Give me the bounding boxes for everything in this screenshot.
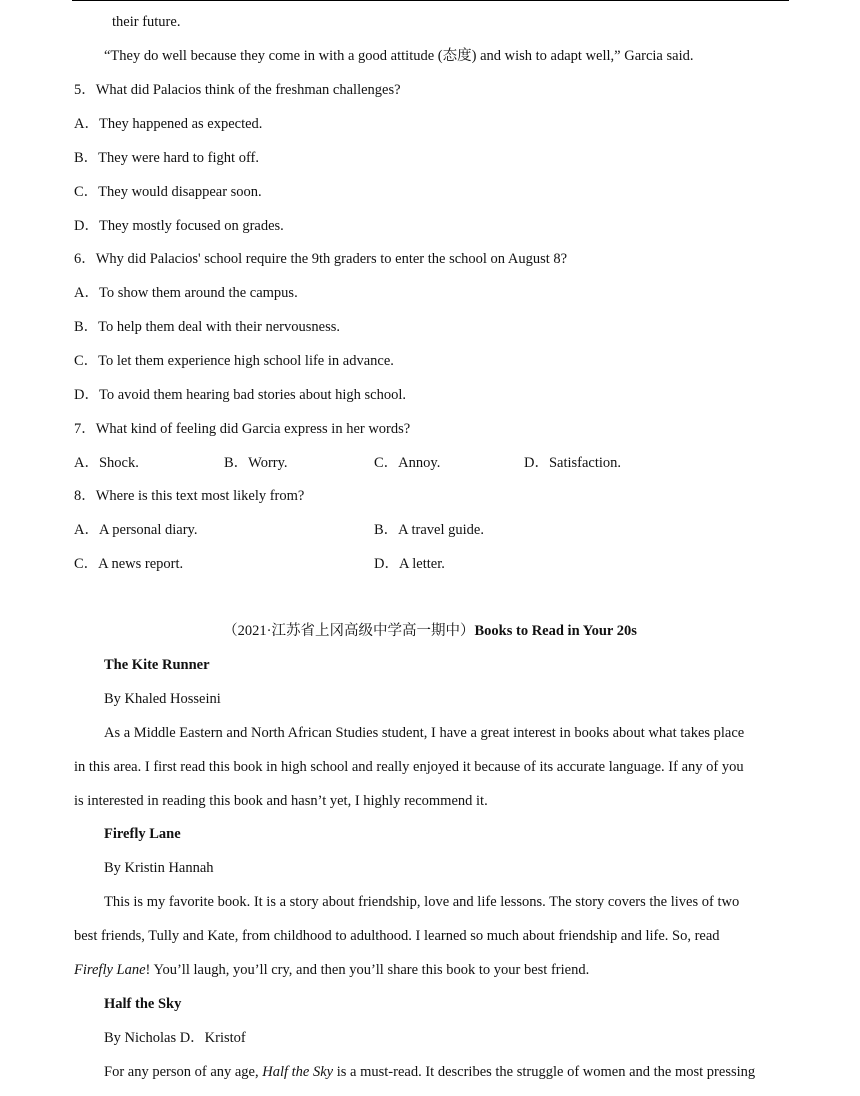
paragraph-line: best friends, Tully and Kate, from childhood to adulthood. I learned so much about friendship and life. So, read xyxy=(74,928,720,944)
passage-source: （2021·江苏省上冈高级中学高一期中） xyxy=(223,623,475,639)
option[interactable]: C．They would disappear soon. xyxy=(74,184,262,200)
question-stem: 8．Where is this text most likely from? xyxy=(74,488,305,504)
book-author: By Khaled Hosseini xyxy=(104,691,221,707)
paragraph-line xyxy=(74,961,589,979)
option[interactable]: C．Annoy. xyxy=(374,455,441,471)
passage-title: Books to Read in Your 20s xyxy=(474,623,637,639)
option[interactable]: A．To show them around the campus. xyxy=(74,285,298,301)
paragraph-text: is a must-read. It describes the struggle of women and the most pressing xyxy=(333,1064,756,1080)
question-stem: 7．What kind of feeling did Garcia express in her words? xyxy=(74,421,411,437)
paragraph-line xyxy=(104,1063,755,1081)
paragraph-line: is interested in reading this book and hasn’t yet, I highly recommend it. xyxy=(74,793,488,809)
option[interactable]: B．They were hard to fight off. xyxy=(74,150,259,166)
option[interactable]: A．A personal diary. xyxy=(74,522,198,538)
book-title: The Kite Runner xyxy=(104,657,210,673)
paragraph-line: As a Middle Eastern and North African Studies student, I have a great interest in books about what takes place xyxy=(104,725,745,741)
option[interactable]: B．A travel guide. xyxy=(374,522,484,538)
option[interactable]: B．To help them deal with their nervousness. xyxy=(74,319,340,335)
option[interactable]: D．They mostly focused on grades. xyxy=(74,218,284,234)
book-title-inline: Firefly Lane xyxy=(74,962,146,978)
option[interactable]: A．They happened as expected. xyxy=(74,116,263,132)
book-title: Firefly Lane xyxy=(104,826,181,842)
option[interactable]: A．Shock. xyxy=(74,455,139,471)
option[interactable]: C．A news report. xyxy=(74,556,184,572)
paragraph-text: For any person of any age, xyxy=(104,1064,263,1080)
question-stem: 5．What did Palacios think of the freshman challenges? xyxy=(74,82,401,98)
option[interactable]: B．Worry. xyxy=(224,455,288,471)
option[interactable]: D．To avoid them hearing bad stories about high school. xyxy=(74,387,407,403)
paragraph-text: ! You’ll laugh, you’ll cry, and then you’ll share this book to your best friend. xyxy=(145,962,590,978)
top-rule xyxy=(72,0,789,1)
book-title: Half the Sky xyxy=(104,996,182,1012)
book-author: By Nicholas D．Kristof xyxy=(104,1030,246,1046)
paragraph-line: This is my favorite book. It is a story about friendship, love and life lessons. The story covers the lives of two xyxy=(104,894,740,910)
paragraph-line: in this area. I first read this book in high school and really enjoyed it because of its accurate language. If any of you xyxy=(74,759,744,775)
option[interactable]: D．Satisfaction. xyxy=(524,455,622,471)
passage-heading xyxy=(0,622,860,640)
option[interactable]: C．To let them experience high school life in advance. xyxy=(74,353,394,369)
option[interactable]: D．A letter. xyxy=(374,556,445,572)
passage-line: “They do well because they come in with a good attitude (态度) and wish to adapt well,” Garcia said. xyxy=(104,48,694,64)
book-title-inline: Half the Sky xyxy=(262,1064,334,1080)
passage-line: their future. xyxy=(112,14,181,30)
book-author: By Kristin Hannah xyxy=(104,860,214,876)
question-stem: 6．Why did Palacios' school require the 9th graders to enter the school on August 8? xyxy=(74,251,568,267)
